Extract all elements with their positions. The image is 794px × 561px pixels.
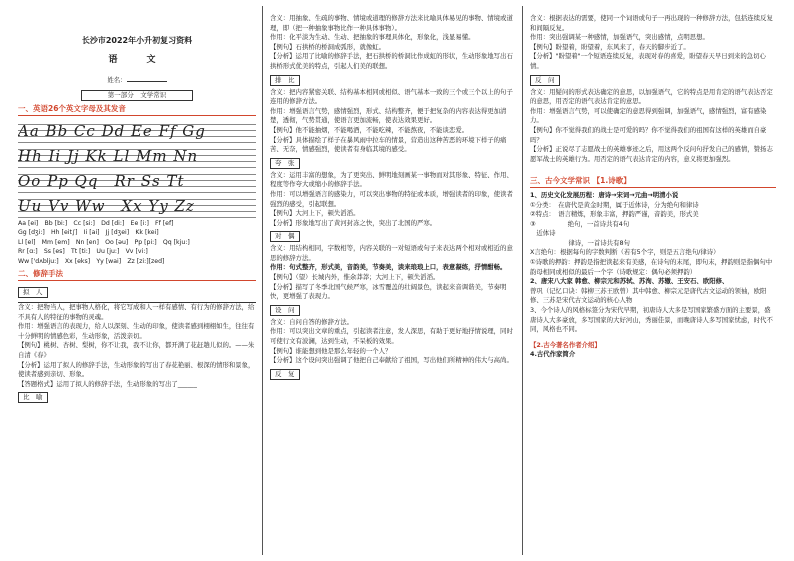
- paragraph: 【例句】（望）长城内外，惟余莽莽；大河上下，顿失滔滔。: [270, 273, 440, 282]
- handwriting-row: Oo Pp Qq Rr Ss Tt: [18, 169, 256, 193]
- paragraph: ①诗歌的押韵：押韵是指把读起来有美感，在诗句的末尾，即句末，押韵则是指偶句中韵母相同或相似的最后一个字（诗歌规定：偶句必须押韵）: [530, 258, 773, 276]
- section-heading: 二、修辞手法: [18, 269, 256, 281]
- paragraph: ③ 绝句，一首诗共有4句: [530, 219, 630, 228]
- paragraph: ①分类： 在唐代是黄金时期，属于近体诗，分为绝句和律诗: [530, 200, 699, 209]
- section-heading: 一、英语26个英文字母及其发音: [18, 104, 256, 116]
- paragraph: 作用：增强语言的表现力，给人以深刻、生动的印象，使读者感到栩栩如生，往往有十分鲜明的情感色彩，生动形象，活泼亲切。: [18, 322, 255, 340]
- topic-box: 对 偶: [270, 231, 300, 242]
- topic-box: 设 问: [270, 305, 300, 316]
- paragraph: 【答题格式】运用了拟人的修辞手法，生动形象的写出了______: [18, 379, 197, 388]
- column-3: [530, 14, 776, 554]
- topic-box: 拟 人: [18, 287, 48, 298]
- paragraph: 【分析】形象地写出了黄河封冻之快，突出了北国的严寒。: [270, 218, 437, 227]
- handwriting-row: Aa Bb Cc Dd Ee Ff Gg: [18, 119, 256, 143]
- paragraph: 2、唐宋八大家 韩愈、柳宗元和苏轼、苏洵、苏辙、王安石、欧阳修、: [530, 277, 729, 286]
- name-field: [18, 75, 256, 86]
- topic-box: 排 比: [270, 75, 300, 86]
- paragraph: 【例句】你不觉得我们的战士是可爱的吗？你不觉得我们的祖国有这样的英雄而自豪吗？: [530, 125, 767, 144]
- paragraph: 含义：用结构相同，字数相等，内容关联的一对短语或句子来表达两个相对或相近的意思的修辞方法。: [270, 244, 513, 262]
- paragraph: 曾巩（记忆口诀：韩柳三苏王欧曾）其中韩愈、柳宗元是唐代古文运动的领袖，欧阳修、三苏是宋代古文运动的核心人物: [530, 286, 767, 305]
- paragraph: 作用：可以增强语言的感染力，可以突出事物的特征或本质，增强读者的印象，使读者强烈的感受，引起联想。: [270, 189, 513, 208]
- doc-title: 长沙市2022年小升初复习资料: [81, 36, 193, 45]
- paragraph: 1、历史文化发展历程：唐诗→宋词→元曲→明清小说: [530, 190, 679, 199]
- handwriting-row: Hh Ii Jj Kk Ll Mm Nn: [18, 144, 256, 168]
- paragraph: 3、今个诗人的风格标签分为宋代早期，初唐诗人大多是写国家繁盛方面的主要景，盛唐诗人大多豪放，多写国家的大好河山，秀丽佳景，而晚唐诗人多写国家忧虑，时代不同，风格也不同。: [530, 306, 773, 334]
- paragraph: 含义：把物当人，把事物人格化，将它写成和人一样有感情、有行为的修辞方法，给不具有人的特征的事物的灵魂。: [18, 303, 255, 321]
- paragraph: 作用：增强语言气势，感情强烈，形式、结构整齐，便于把复杂的内容表达得更加清楚，透彻，气势贯通，使语言更加流畅，使表达效果更好。: [270, 106, 507, 125]
- paragraph: 【分析】正说尽了志愿战士的英雄事迹之后，用这两个反问句抒发自己的感情，赞扬志愿军战士的英雄行为。用否定的语气表达肯定的内容，意义将更加强烈。: [530, 145, 773, 163]
- paragraph: 【例句】石拱桥的桥洞成弧形，就像虹。: [270, 42, 386, 51]
- paragraph: 【例句】桃树、杏树、梨树，你不让我，我不让你，都开满了花赶趟儿似的。——朱自清《春》: [18, 341, 255, 360]
- paragraph: 【分析】描写了冬季北国气候严寒，冰雪覆盖的壮阔景色，读起来音调谐美，节奏明快，更增强了表现力。: [270, 282, 507, 301]
- column-2: [270, 14, 514, 554]
- paragraph: 含义：用疑问的形式表达确定的意思，以加强语气，它的特点是用肯定的语气表达否定的意思，用否定的语气表达肯定的意思。: [530, 87, 773, 106]
- paragraph: 含义：根据表达的需要，使同一个词语或句子一再出现的一种修辞方法，包括连续反复和间隔反复。: [530, 14, 773, 32]
- paragraph: 作用：句式整齐，形式美，音韵美，节奏美，读来琅琅上口，表意凝练，抒情酣畅。: [270, 263, 507, 272]
- column-divider: [522, 6, 523, 555]
- paragraph: X言绝句：根据每句的字数判断（若有5个字，则是五言绝句/律诗）: [530, 248, 720, 257]
- paragraph: 近体诗: [530, 229, 556, 238]
- paragraph: 作用：增强语言气势，可以使确定的意思得到强调，加强语气，感情强烈，富有感染力。: [530, 106, 767, 125]
- handwriting-row: Uu Vv Ww Xx Yy Zz: [18, 194, 256, 218]
- paragraph: ②特点： 语言精炼，形象丰富，押韵严谨，音韵美，形式美: [530, 210, 699, 219]
- paragraph: 作用：可以突出文章的重点，引起读者注意，发人深思，有助于更好地抒情说理，同时可使行文有波澜，达到生动，不呆板的效果。: [270, 327, 513, 346]
- paragraph: 【分析】这个设问突出强调了他把自己奉献给了祖国，写出他们所精神的伟大与高尚。: [270, 356, 513, 365]
- part-label: 第一部分 文学常识: [81, 90, 193, 102]
- section-heading: [530, 176, 776, 188]
- paragraph: 含义：把内容紧密关联、结构基本相同或相似、语气基本一致的三个或三个以上的句子连用的修辞方法。: [270, 87, 513, 106]
- topic-box: 反 问: [530, 75, 560, 86]
- topic-box: 反 复: [270, 369, 300, 380]
- paragraph: 【分析】运用了比喻的修辞手法，把石拱桥的桥洞比作成虹的形状，生动形象地写出石拱桥形式优美的特点，引起人们美的联想。: [270, 52, 513, 70]
- section-title: 三、古今文学常识: [530, 176, 590, 186]
- paragraph: 【例句】他不能抽烟，不能喝酒，不能吃辣，不能熬夜，不能谈恋爱。: [270, 125, 469, 134]
- column-1: [18, 14, 256, 554]
- name-label: 姓名：: [107, 76, 127, 85]
- paragraph: 含义：用抽象、生疏的事物、情境或道理的修辞方法来比喻具体易见的事物、情境或道理，即（把一种抽象事物比作一种具体事物）。: [270, 14, 513, 32]
- phonetic-line: Gg [dʒi:] Hh [eit∫] Ii [ai] Jj [dʒei] Kk [kei]: [18, 229, 159, 237]
- phonetic-line: Ll [el] Mm [em] Nn [en] Oo [əu] Pp [pi:] Qq [kju:]: [18, 238, 190, 246]
- phonetic-line: Ww ['dʌblju:] Xx [eks] Yy [wai] Zz [zi:][zed]: [18, 257, 165, 265]
- phonetic-line: Rr [ɑ:] Ss [es] Tt [ti:] Uu [ju:] Vv [vi:]: [18, 248, 148, 256]
- paragraph: 含义：自问自答的修辞方法。: [270, 317, 354, 326]
- paragraph: 4.古代作家简介: [530, 350, 576, 359]
- paragraph: 【例句】大河上下，顿失滔滔。: [270, 209, 360, 218]
- paragraph: 【分析】具体描绘了样子在暴风雨中拉车的情景，营造出这种苦恶的环境下样子的痛苦、无奈，情感强烈，使读者有身临其境的感受。: [270, 135, 507, 154]
- paragraph: 含义：运用丰富的想象，为了更突出、鲜明地刻画某一事物而对其形象、特征、作用、程度等作夸大或缩小的修辞手法。: [270, 170, 513, 189]
- paragraph: 【例句】盼望着，盼望着，东风来了，春天的脚步近了。: [530, 42, 690, 51]
- paragraph: 作用：化平淡为生动、生动、把抽象的事理具体化，形象化，浅显易懂。: [270, 33, 475, 42]
- paragraph: 【分析】运用了拟人的修辞手法，生动形象的写出了春花艳丽、根深的情形和景象，使读者感到亲切、形象。: [18, 360, 255, 379]
- paragraph: 【例句】谁能想到他是那么年轻的一个人？: [270, 346, 392, 355]
- column-divider: [262, 6, 263, 555]
- section-heading: 【2.古今著名作者介绍】: [530, 340, 601, 349]
- paragraph: 作用：突出强调某一种感情，加强语气，突出感情，点明思想。: [530, 33, 709, 42]
- subject-title: 语 文: [108, 54, 166, 65]
- section-tag: 【1.诗歌】: [592, 176, 631, 186]
- paragraph: 【分析】"盼望着"一个短语连续反复，表现对春的喜爱，盼望春天早日到来的急切心情。: [530, 52, 766, 70]
- paragraph: 律诗，一首诗共有8句: [530, 238, 630, 247]
- topic-box: 比 喻: [18, 392, 48, 403]
- phonetic-line: Aa [ei] Bb [bi:] Cc [si:] Dd [di:] Ee [i:] Ff [ef]: [18, 219, 174, 227]
- topic-box: 夸 张: [270, 158, 300, 169]
- name-blank: [127, 75, 167, 82]
